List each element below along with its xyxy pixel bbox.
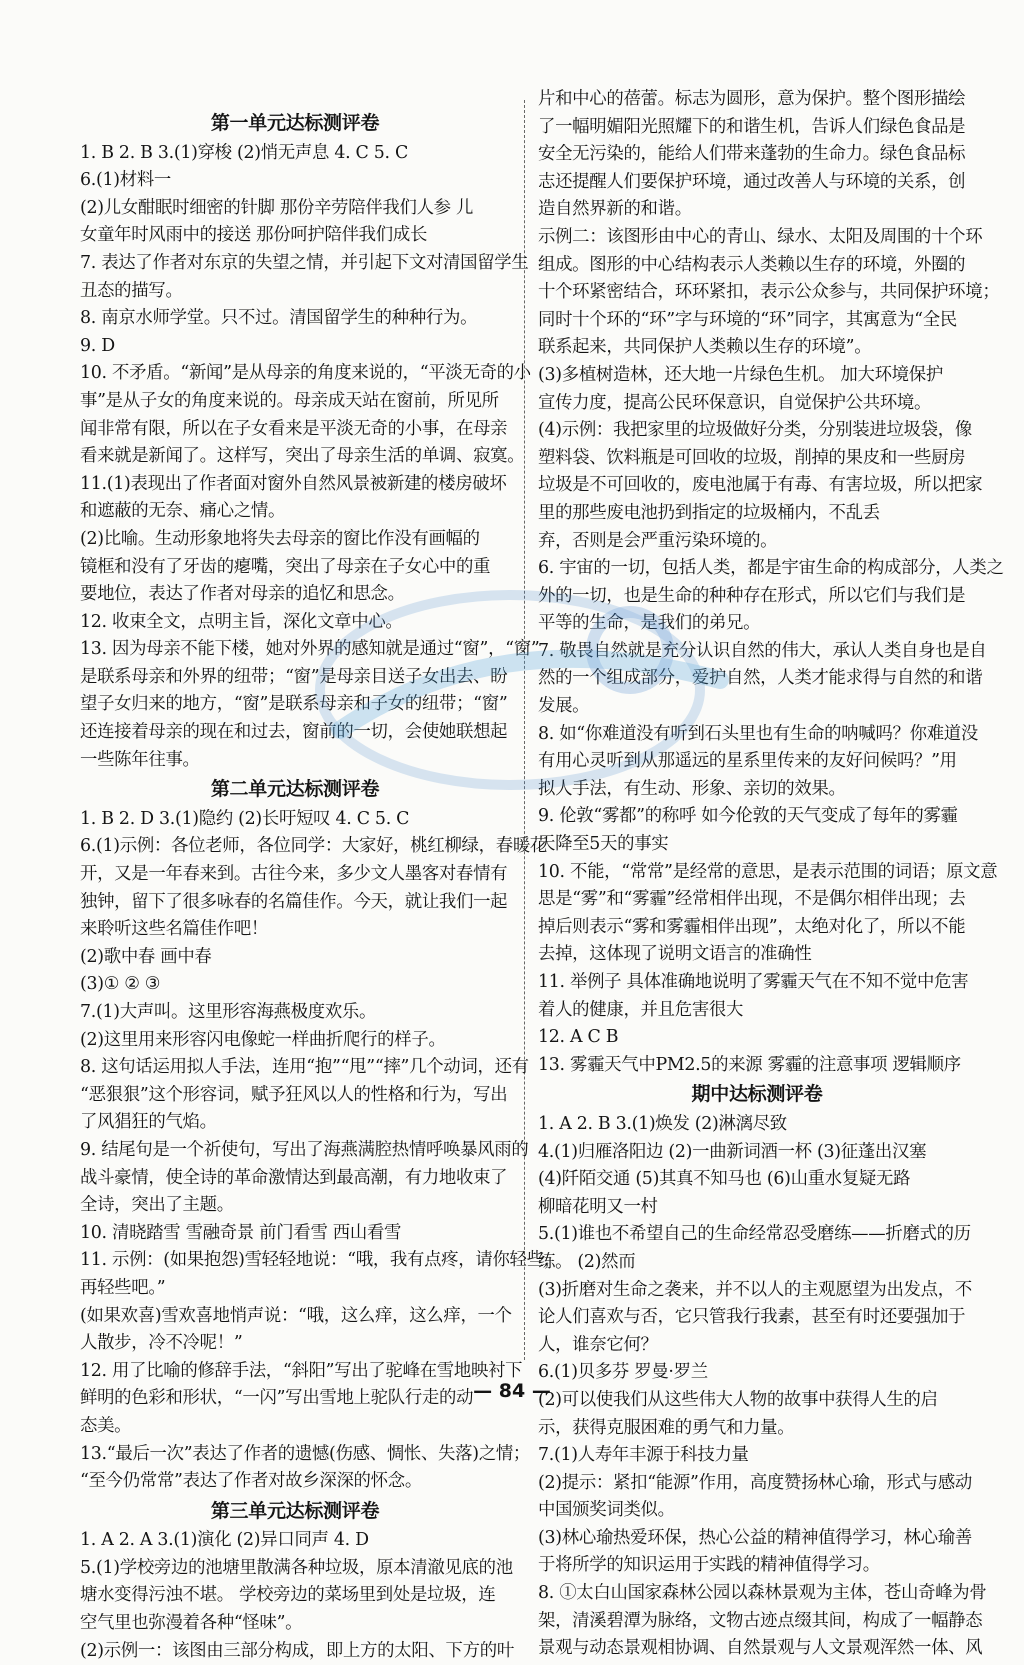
answer-line: 10. 不能，“常常”是经常的意思，是表示范围的词语；原文意 (538, 861, 998, 882)
answer-line: (2)这里用来形容闪电像蛇一样曲折爬行的样子。 (80, 1029, 446, 1050)
answer-line: 丑态的描写。 (80, 280, 183, 301)
answer-line: 态美。 (80, 1415, 132, 1436)
answer-line: 11. 举例子 具体准确地说明了雾霾天气在不知不觉中危害 (538, 972, 969, 992)
answer-line: 人散步，冷不冷呢！” (80, 1333, 243, 1354)
answer-line: 1. B 2. D 3.(1)隐约 (2)长吁短叹 4. C 5. C (80, 808, 410, 829)
answer-line: 中国颁奖词类似。 (538, 1500, 675, 1521)
answer-line: 组成。图形的中心结构表示人类赖以生存的环境，外圈的 (538, 254, 966, 275)
answer-line: “至今仍常常”表达了作者对故乡深深的怀念。 (80, 1471, 422, 1492)
answer-line: (2)儿女酣眠时细密的针脚 那份辛劳陪伴我们人参 儿 (80, 197, 474, 218)
answer-line: (3)多植树造林，还大地一片绿色生机。 加大环境保护 (538, 364, 943, 385)
answer-line: 独钟，留下了很多咏春的名篇佳作。今天，就让我们一起 (80, 891, 508, 912)
answer-line: 造自然界新的和谐。 (538, 199, 692, 220)
answer-line: 片和中心的蓓蕾。标志为圆形，意为保护。整个图形描绘 (538, 89, 966, 109)
section-title: 第一单元达标测评卷 (210, 112, 380, 134)
answer-line: 平等的生命，是我们的弟兄。 (538, 613, 761, 634)
answer-line: 着人的健康，并且危害很大 (538, 999, 744, 1020)
answer-line: 6.(1)示例：各位老师，各位同学：大家好，桃红柳绿，春暖花 (80, 836, 547, 857)
answer-line: 于将所学的知识运用于实践的精神值得学习。 (538, 1555, 880, 1576)
answer-line: “恶狠狠”这个形容词，赋予狂风以人的性格和行为，写出 (80, 1084, 508, 1105)
answer-line: 9. D (80, 335, 115, 356)
answer-line: 开，又是一年春来到。古往今来，多少文人墨客对春情有 (80, 864, 508, 885)
answer-line: 了一幅明媚阳光照耀下的和谐生机，告诉人们绿色食品是 (538, 116, 966, 137)
answer-line: 一些陈年往事。 (80, 749, 200, 770)
answer-line: 10. 清晓踏雪 雪融奇景 前门看雪 西山看雪 (80, 1222, 402, 1243)
answer-line: 和遮蔽的无奈、痛心之情。 (80, 501, 286, 522)
answer-line: 然的一个组成部分，爱护自然，人类才能求得与自然的和谐 (538, 668, 983, 689)
answer-line: (3)林心瑜热爱环保，热心公益的精神值得学习，林心瑜善 (538, 1527, 972, 1548)
answer-line: 战斗豪情，使全诗的革命激情达到最高潮，有力地收束了 (80, 1167, 508, 1188)
answer-line: 7.(1)大声叫。这里形容海燕极度欢乐。 (80, 1002, 377, 1022)
answer-line: 6. 宇宙的一切，包括人类，都是宇宙生命的构成部分，人类之 (538, 558, 1004, 579)
answer-line: 有用心灵听到从那遥远的星系里传来的友好问候吗？”用 (538, 751, 957, 772)
answer-line: (4)阡陌交通 (5)其真不知马也 (6)山重水复疑无路 (538, 1169, 911, 1190)
answer-line: 5.(1)谁也不希望自己的生命经常忍受磨练——折磨式的历 (538, 1224, 971, 1245)
answer-line: 7. 表达了作者对东京的失望之情，并引起下文对清国留学生 (80, 252, 529, 273)
answer-line: 1. A 2. A 3.(1)演化 (2)异口同声 4. D (80, 1530, 369, 1551)
answer-line: 8. 如“你难道没有听到石头里也有生命的呐喊吗？你难道没 (538, 723, 978, 744)
answer-line: 13. 因为母亲不能下楼，她对外界的感知就是通过“窗”，“窗” (80, 639, 540, 660)
answer-line: 8. 南京水师学堂。只不过。清国留学生的种种行为。 (80, 308, 478, 329)
answer-line: 拟人手法，有生动、形象、亲切的效果。 (538, 778, 846, 799)
answer-line: 塑料袋、饮料瓶是可回收的垃圾，削掉的果皮和一些厨房 (538, 447, 966, 468)
answer-line: 10. 不矛盾。“新闻”是从母亲的角度来说的，“平淡无奇的小 (80, 363, 531, 384)
answer-line: 5.(1)学校旁边的池塘里散满各种垃圾，原本清澈见底的池 (80, 1557, 513, 1578)
section-title: 第二单元达标测评卷 (210, 778, 380, 801)
answer-line: 来聆听这些名篇佳作吧！ (80, 919, 268, 940)
answer-line: 空气里也弥漫着各种“怪味”。 (80, 1613, 303, 1634)
answer-line: 鲜明的色彩和形状，“一闪”写出雪地上驼队行走的动 (80, 1388, 474, 1409)
answer-line: 要地位，表达了作者对母亲的追忆和思念。 (80, 584, 405, 605)
section-title: 第三单元达标测评卷 (210, 1499, 380, 1522)
answer-line: 思是“雾”和“雾霾”经常相伴出现，不是偶尔相伴出现；去 (538, 889, 966, 910)
answer-line: (3)折磨对生命之袭来，并不以人的主观愿望为出发点，不 (538, 1279, 972, 1300)
answer-line: 看来就是新闻了。这样写，突出了母亲生活的单调、寂寞。 (80, 446, 525, 467)
answer-line: 镜框和没有了牙齿的瘪嘴，突出了母亲在子女心中的重 (80, 556, 491, 577)
answer-line: 练。 (2)然而 (538, 1251, 636, 1272)
answer-line: 是联系母亲和外界的纽带；“窗”是母亲目送子女出去、盼 (80, 666, 508, 687)
answer-line: 还连接着母亲的现在和过去，窗前的一切，会使她联想起 (80, 722, 508, 743)
answer-line: 景观与动态景观相协调、自然景观与人文景观浑然一体、风 (538, 1638, 983, 1659)
answer-line: 示例二：该图形由中心的青山、绿水、太阳及周围的十个环 (538, 226, 983, 247)
answer-line: (如果欢喜)雪欢喜地悄声说：“哦，这么痒，这么痒，一个 (80, 1305, 512, 1326)
column-divider (524, 100, 525, 1360)
answer-line: 闻非常有限，所以在子女看来是平淡无奇的小事，在母亲 (80, 418, 508, 439)
answer-line: 9. 伦敦“雾都”的称呼 如今伦敦的天气变成了每年的雾霾 (538, 806, 958, 827)
answer-line: (4)示例：我把家里的垃圾做好分类，分别装进垃圾袋，像 (538, 420, 972, 441)
answer-line: 1. A 2. B 3.(1)焕发 (2)淋漓尽致 (538, 1113, 787, 1134)
answer-line: 联系起来，共同保护人类赖以生存的环境”。 (538, 337, 872, 358)
answer-line: 12. 用了比喻的修辞手法，“斜阳”写出了驼峰在雪地映衬下 (80, 1360, 523, 1381)
answer-line: 架，清溪碧潭为脉络，文物古迹点缀其间，构成了一幅静态 (538, 1610, 983, 1631)
answer-line: 弃，否则是会严重污染环境的。 (538, 530, 778, 551)
answer-line: 6.(1)贝多芬 罗曼·罗兰 (538, 1362, 708, 1383)
answer-line: 11. 示例：(如果抱怨)雪轻轻地说：“哦，我有点疼，请你轻些， (80, 1250, 561, 1271)
answer-line: 13. 雾霾天气中PM2.5的来源 雾霾的注意事项 逻辑顺序 (538, 1054, 961, 1075)
answer-line: (2)比喻。生动形象地将失去母亲的窗比作没有画幅的 (80, 528, 480, 549)
answer-line: 11.(1)表现出了作者面对窗外自然风景被新建的楼房破坏 (80, 473, 507, 494)
answer-line: 外的一切，也是生命的种种存在形式，所以它们与我们是 (538, 585, 966, 606)
answer-line: 去掉，这体现了说明文语言的准确性 (538, 944, 812, 965)
answer-line: 志还提醒人们要保护环境，通过改善人与环境的关系，创 (538, 171, 966, 192)
answer-line: 事”是从子女的角度来说的。母亲成天站在窗前，所见所 (80, 390, 499, 411)
answer-line: 同时十个环的“环”字与环境的“环”同字，其寓意为“全民 (538, 309, 957, 330)
answer-line: (2)可以使我们从这些伟大人物的故事中获得人生的启 (538, 1389, 938, 1410)
answer-line: 8. ①太白山国家森林公园以森林景观为主体，苍山奇峰为骨 (538, 1583, 987, 1604)
answer-line: 8. 这句话运用拟人手法，连用“抱”“甩”“摔”几个动词，还有 (80, 1057, 529, 1078)
answer-line: 论人们喜欢与否，它只管我行我素，甚至有时还要强加于 (538, 1307, 966, 1328)
answer-line: 全诗，突出了主题。 (80, 1195, 234, 1216)
right-column (538, 86, 1004, 1663)
answer-line: 了风猖狂的气焰。 (80, 1112, 217, 1133)
answer-line: 安全无污染的，能给人们带来蓬勃的生命力。绿色食品标 (538, 144, 966, 165)
answer-line: (2)歌中春 画中春 (80, 946, 212, 967)
answer-line: 望子女归来的地方，“窗”是联系母亲和子女的纽带；“窗” (80, 694, 508, 715)
answer-line: 13.“最后一次”表达了作者的遗憾(伤感、惆怅、失落)之情； (80, 1443, 530, 1464)
answer-line: 1. B 2. B 3.(1)穿梭 (2)悄无声息 4. C 5. C (80, 142, 408, 163)
answer-line: 女童年时风雨中的接送 那份呵护陪伴我们成长 (80, 225, 428, 246)
answer-line: 人，谁奈它何？ (538, 1334, 658, 1355)
answer-line: 垃圾是不可回收的，废电池属于有毒、有害垃圾，所以把家 (538, 475, 983, 496)
answer-line: 里的那些废电池扔到指定的垃圾桶内，不乱丢 (538, 502, 880, 523)
answer-line: 再轻些吧。” (80, 1277, 166, 1298)
answer-line: 天降至5天的事实 (538, 834, 669, 855)
answer-line: (2)示例一：该图由三部分构成，即上方的太阳、下方的叶 (80, 1640, 514, 1661)
answer-line: 掉后则表示“雾和雾霾相伴出现”，太绝对化了，所以不能 (538, 916, 966, 937)
section-title: 期中达标测评卷 (691, 1083, 823, 1106)
answer-line: 十个环紧密结合，环环紧扣，表示公众参与，共同保护环境； (538, 282, 1000, 303)
answer-line: 6.(1)材料一 (80, 170, 171, 191)
answer-line: 发展。 (538, 696, 590, 717)
answer-line: (2)提示：紧扣“能源”作用，高度赞扬林心瑜，形式与感动 (538, 1472, 973, 1493)
answer-line: 9. 结尾句是一个祈使句，写出了海燕满腔热情呼唤暴风雨的 (80, 1139, 529, 1160)
answer-line: 7.(1)人寿年丰源于科技力量 (538, 1445, 749, 1466)
answer-line: 12. 收束全文，点明主旨，深化文章中心。 (80, 611, 403, 632)
answer-line: 柳暗花明又一村 (538, 1196, 658, 1217)
answer-line: 宣传力度，提高公民环保意识，自觉保护公共环境。 (538, 392, 932, 413)
answer-line: 4.(1)归雁洛阳边 (2)一曲新词酒一杯 (3)征蓬出汉塞 (538, 1141, 927, 1162)
page-number: — 84 — (473, 1380, 551, 1402)
answer-line: 示，获得克服困难的勇气和力量。 (538, 1417, 795, 1438)
answer-line: 12. A C B (538, 1027, 619, 1048)
answer-line: 7. 敬畏自然就是充分认识自然的伟大，承认人类自身也是自 (538, 640, 987, 661)
answer-line: 塘水变得污浊不堪。 学校旁边的菜场里到处是垃圾，连 (80, 1585, 496, 1606)
answer-line: (3)① ② ③ (80, 974, 161, 995)
